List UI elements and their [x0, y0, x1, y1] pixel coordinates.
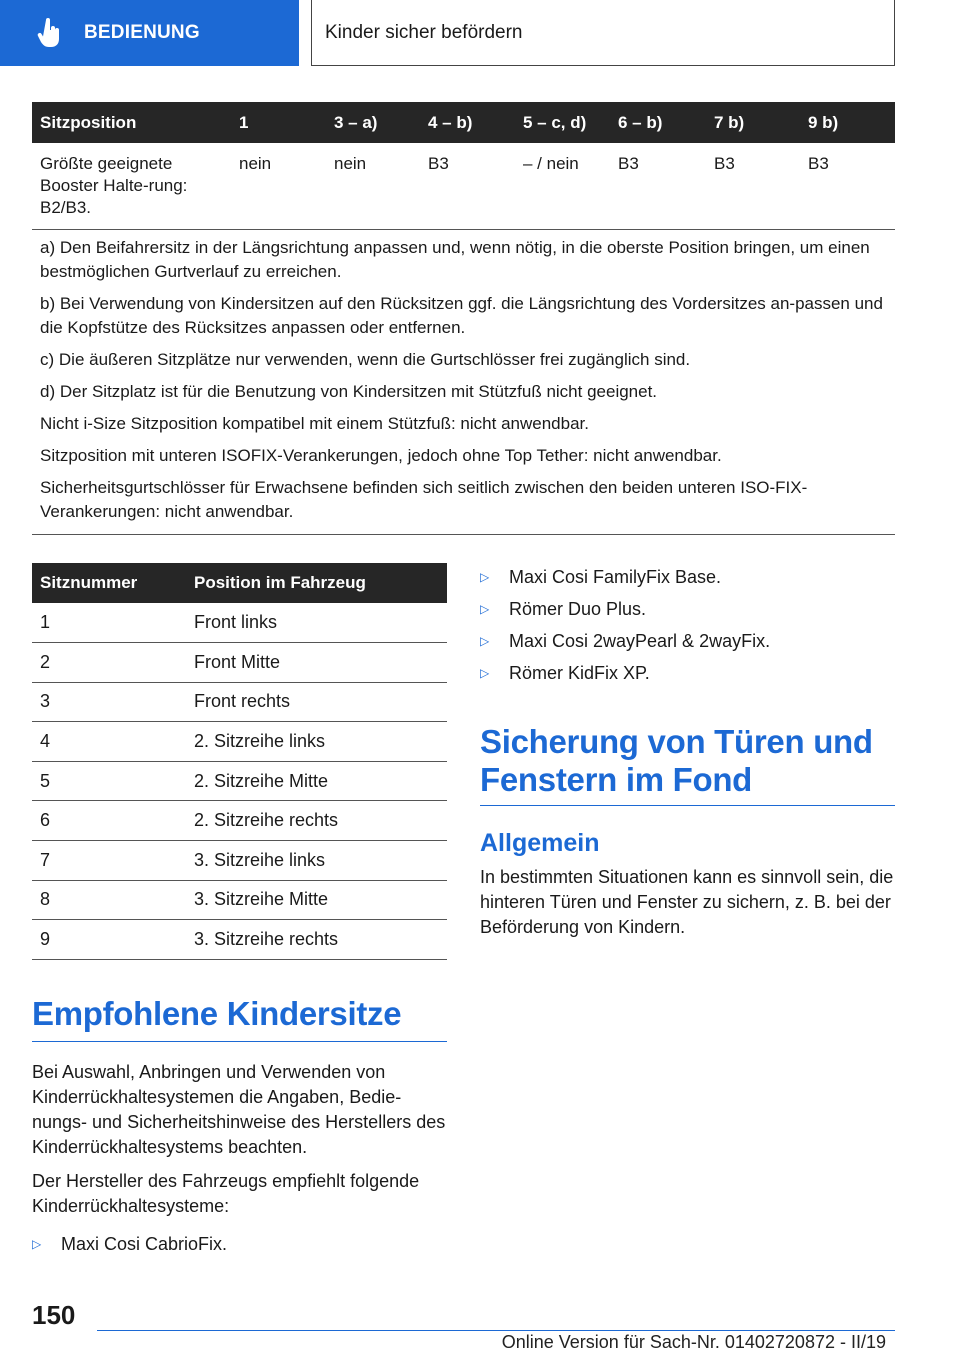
- table-footnotes: [32, 236, 895, 535]
- column-header: 5 – c, d): [515, 102, 610, 143]
- section-label: BEDIENUNG: [84, 22, 200, 43]
- triangle-bullet-icon: ▷: [32, 1236, 42, 1251]
- footnote: Nicht i-Size Sitzposition kompatibel mit einem Stützfuß: nicht anwendbar.: [40, 414, 589, 433]
- footnote: Sitzposition mit unteren ISOFIX-Verankerungen, jedoch ohne Top Tether: nicht anwendbar.: [40, 446, 722, 465]
- bullet-list: [480, 561, 895, 689]
- section-heading: Sicherung von Türen und Fenstern im Fond: [480, 723, 895, 806]
- seat-location: 3. Sitzreihe Mitte: [186, 880, 447, 920]
- bullet-list: [32, 1228, 452, 1260]
- seat-position-table: [32, 102, 895, 230]
- list-item-text: Maxi Cosi CabrioFix.: [61, 1233, 228, 1254]
- list-item-text: Römer KidFix XP.: [509, 662, 650, 683]
- table-header-row: [32, 102, 895, 143]
- seat-number: 9: [32, 920, 186, 960]
- list-item: [480, 593, 895, 625]
- table-cell: B3: [420, 143, 515, 230]
- paragraph: Bei Auswahl, Anbringen und Verwenden von Kinderrückhaltesystemen die Angaben, Bedie-nungs- und Sicherheitshinweise des Herstellers des Kinderrückhaltesystems beachten.: [32, 1062, 446, 1157]
- section-tab[interactable]: [0, 0, 299, 66]
- list-item-text: Maxi Cosi FamilyFix Base.: [509, 566, 722, 587]
- column-header: Sitzposition: [32, 102, 231, 143]
- list-item: [32, 1228, 452, 1260]
- seat-location: 3. Sitzreihe links: [186, 841, 447, 881]
- list-item: [480, 625, 895, 657]
- seat-location: 2. Sitzreihe Mitte: [186, 761, 447, 801]
- seat-number: 1: [32, 603, 186, 643]
- list-item: [480, 657, 895, 689]
- table-row: [32, 603, 447, 643]
- footnote: d) Der Sitzplatz ist für die Benutzung von Kindersitzen mit Stützfuß nicht geeignet.: [40, 382, 658, 401]
- triangle-bullet-icon: ▷: [480, 666, 490, 680]
- list-item: [480, 561, 895, 593]
- seat-number-table: [32, 563, 447, 960]
- table-row: [32, 722, 447, 762]
- paragraph: Der Hersteller des Fahrzeugs empfiehlt folgende Kinderrückhaltesysteme:: [32, 1171, 420, 1216]
- seat-location: 3. Sitzreihe rechts: [186, 920, 447, 960]
- footnote: b) Bei Verwendung von Kindersitzen auf den Rücksitzen ggf. die Längsrichtung des Vordersitzes an-passen und die Kopfstütze des Rücksitzes anpassen oder entfernen.: [40, 294, 883, 337]
- page-header: [0, 0, 960, 66]
- page-number: 150: [32, 1300, 76, 1330]
- footer-text: Online Version für Sach-Nr. 01402720872 - II/19: [501, 1332, 886, 1352]
- seat-location: Front Mitte: [186, 643, 447, 683]
- table-cell: nein: [231, 143, 326, 230]
- paragraph: In bestimmten Situationen kann es sinnvoll sein, die hinteren Türen und Fenster zu sichern, z. B. bei der Beförderung von Kindern.: [480, 867, 894, 937]
- table-row: [32, 920, 447, 960]
- table-cell: Größte geeignete Booster Halte-rung: B2/B3.: [32, 143, 231, 230]
- seat-location: Front links: [186, 603, 447, 643]
- table-cell: – / nein: [515, 143, 610, 230]
- seat-number: 5: [32, 761, 186, 801]
- chapter-title: Kinder sicher befördern: [311, 0, 895, 66]
- column-header: 6 – b): [610, 102, 706, 143]
- footnote: a) Den Beifahrersitz in der Längsrichtung anpassen und, wenn nötig, in die oberste Position bringen, um einen bestmöglichen Gurtverlauf zu erreichen.: [40, 238, 870, 281]
- triangle-bullet-icon: ▷: [480, 634, 490, 648]
- seat-number: 6: [32, 801, 186, 841]
- section-body: [32, 1060, 452, 1260]
- column-header: Position im Fahrzeug: [186, 563, 447, 603]
- seat-number: 2: [32, 643, 186, 683]
- triangle-bullet-icon: ▷: [480, 602, 490, 616]
- table-cell: nein: [326, 143, 420, 230]
- seat-number: 8: [32, 880, 186, 920]
- table-cell: B3: [706, 143, 800, 230]
- table-row: [32, 643, 447, 683]
- seat-number: 3: [32, 682, 186, 722]
- table-row: [32, 801, 447, 841]
- table-row: [32, 880, 447, 920]
- column-header: Sitznummer: [32, 563, 186, 603]
- column-header: 1: [231, 102, 326, 143]
- column-header: 9 b): [800, 102, 895, 143]
- table-row: [32, 682, 447, 722]
- list-item-text: Maxi Cosi 2wayPearl & 2wayFix.: [509, 630, 771, 651]
- footnote: Sicherheitsgurtschlösser für Erwachsene befinden sich seitlich zwischen den beiden unteren ISO-FIX-Verankerungen: nicht anwendbar.: [40, 478, 808, 521]
- table-row: [32, 841, 447, 881]
- section-heading: Empfohlene Kindersitze: [32, 995, 447, 1042]
- table-cell: B3: [610, 143, 706, 230]
- subsection-heading: Allgemein: [480, 829, 600, 857]
- column-header: 4 – b): [420, 102, 515, 143]
- list-item-text: Römer Duo Plus.: [509, 598, 647, 619]
- seat-location: Front rechts: [186, 682, 447, 722]
- seat-number: 4: [32, 722, 186, 762]
- column-header: 7 b): [706, 102, 800, 143]
- footer-divider: [97, 1330, 895, 1331]
- table-cell: B3: [800, 143, 895, 230]
- footnote: c) Die äußeren Sitzplätze nur verwenden, wenn die Gurtschlösser frei zugänglich sind.: [40, 350, 691, 369]
- triangle-bullet-icon: ▷: [480, 570, 490, 584]
- table-header-row: [32, 563, 447, 603]
- pointing-hand-icon: [34, 17, 66, 49]
- table-row: [32, 143, 895, 230]
- table-row: [32, 761, 447, 801]
- seat-location: 2. Sitzreihe rechts: [186, 801, 447, 841]
- column-header: 3 – a): [326, 102, 420, 143]
- seat-location: 2. Sitzreihe links: [186, 722, 447, 762]
- seat-number: 7: [32, 841, 186, 881]
